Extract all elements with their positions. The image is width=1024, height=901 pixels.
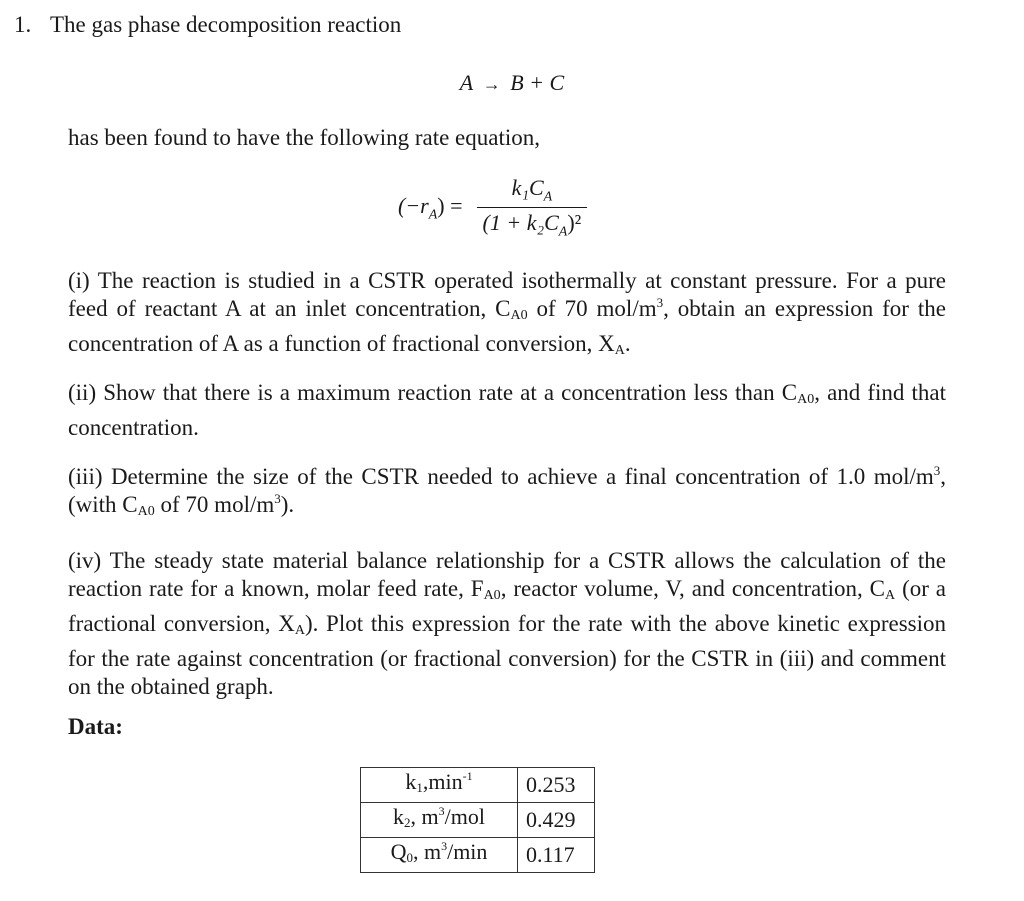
p2-t1: (ii) Show that there is a maximum reaction rate at a concentration less than C [68,380,798,405]
data-label: Data: [68,714,123,739]
reaction-arrow: → [482,74,501,94]
p1-t1: (i) The reaction is studied in a CSTR operated isothermally at constant pressure. For a pure feed of reactant A at an inlet concentration, C [68,268,946,321]
rate-denominator-text: (1 + k₂C [482,210,559,236]
p1-t2: of 70 mol/m [527,296,657,321]
rate-denominator-end: )² [567,210,582,236]
param-q0 [361,838,518,873]
table-row [361,838,595,873]
p3-sup2: 3 [274,491,281,506]
k1-sub: 1 [416,780,423,795]
k2-mid: , m [410,804,439,829]
p4-s1: A0 [483,588,501,603]
question-heading [14,12,401,38]
rate-lhs-end: ) = [437,192,463,218]
rate-denominator [477,207,588,240]
intro-text: has been found to have the following rate equation, [68,125,540,150]
p4-t3: (or a fractional conversion, X [68,576,947,636]
rate-numerator-text: k₁C [511,175,544,200]
part-i-text [68,267,946,365]
table-row [361,803,595,838]
k1-sup: -1 [462,769,473,783]
rate-lhs-text: (−r [398,192,429,218]
value-k1: 0.253 [518,768,595,803]
p4-s2: A [885,588,896,603]
q0-sub: 0 [406,850,413,865]
part-ii-text [68,379,946,442]
reaction-products: B + C [510,70,565,95]
p2-s1: A0 [797,392,815,407]
question-number: 1. [14,12,32,37]
rate-fraction [477,175,588,241]
p3-s1: A0 [137,504,155,519]
part-iv-text [68,547,946,701]
q0-end: /min [447,839,488,864]
rate-denominator-sub: A [558,224,568,240]
p1-s2: A [614,343,625,358]
p1-t3: , obtain an expression for the concentration of A as a function of fractional conversion, X [68,296,946,356]
p4-t2: , reactor volume, V, and concentration, C [500,576,886,601]
p3-t3: of 70 mol/m [154,492,275,517]
rate-equation [398,175,587,241]
p1-t4: . [624,331,631,356]
p1-sup1: 3 [656,295,664,310]
k2-end: /mol [444,804,485,829]
reaction-reactant: A [459,70,474,95]
p3-sup1: 3 [933,463,941,478]
p1-s1: A0 [510,308,528,323]
p3-t1: (iii) Determine the size of the CSTR needed to achieve a final concentration of 1.0 mol/m [68,464,934,489]
p3-t2: , (with C [68,464,946,517]
rate-numerator-sub: A [543,189,553,205]
p2-t2: , and find that concentration. [68,380,947,440]
k1-base: k [405,769,417,794]
p4-s3: A [294,623,305,638]
part-iii-text [68,463,946,526]
p3-t4: ). [280,492,295,517]
q0-sup: 3 [441,839,448,853]
q0-base: Q [390,839,407,864]
reaction-equation [0,70,1024,96]
table-row [361,768,595,803]
value-k2: 0.429 [518,803,595,838]
param-k2 [361,803,518,838]
value-q0: 0.117 [518,838,595,873]
k2-base: k [393,804,405,829]
p4-t4: ). Plot this expression for the rate with the above kinetic expression for the rate against concentration (or fractional conversion) for the CSTR in (iii) and comment on the obtained graph. [68,611,946,699]
param-k1 [361,768,518,803]
rate-numerator [506,175,559,207]
k2-sup: 3 [438,804,445,818]
p4-t1: (iv) The steady state material balance relationship for a CSTR allows the calculation of the reaction rate for a known, molar feed rate, F [68,548,946,601]
q0-mid: , m [412,839,442,864]
rate-lhs [398,193,463,223]
data-table [360,767,595,873]
rate-lhs-sub: A [428,207,438,223]
k2-sub: 2 [404,815,411,830]
question-title: The gas phase decomposition reaction [50,12,402,37]
k1-mid: ,min [422,769,463,794]
